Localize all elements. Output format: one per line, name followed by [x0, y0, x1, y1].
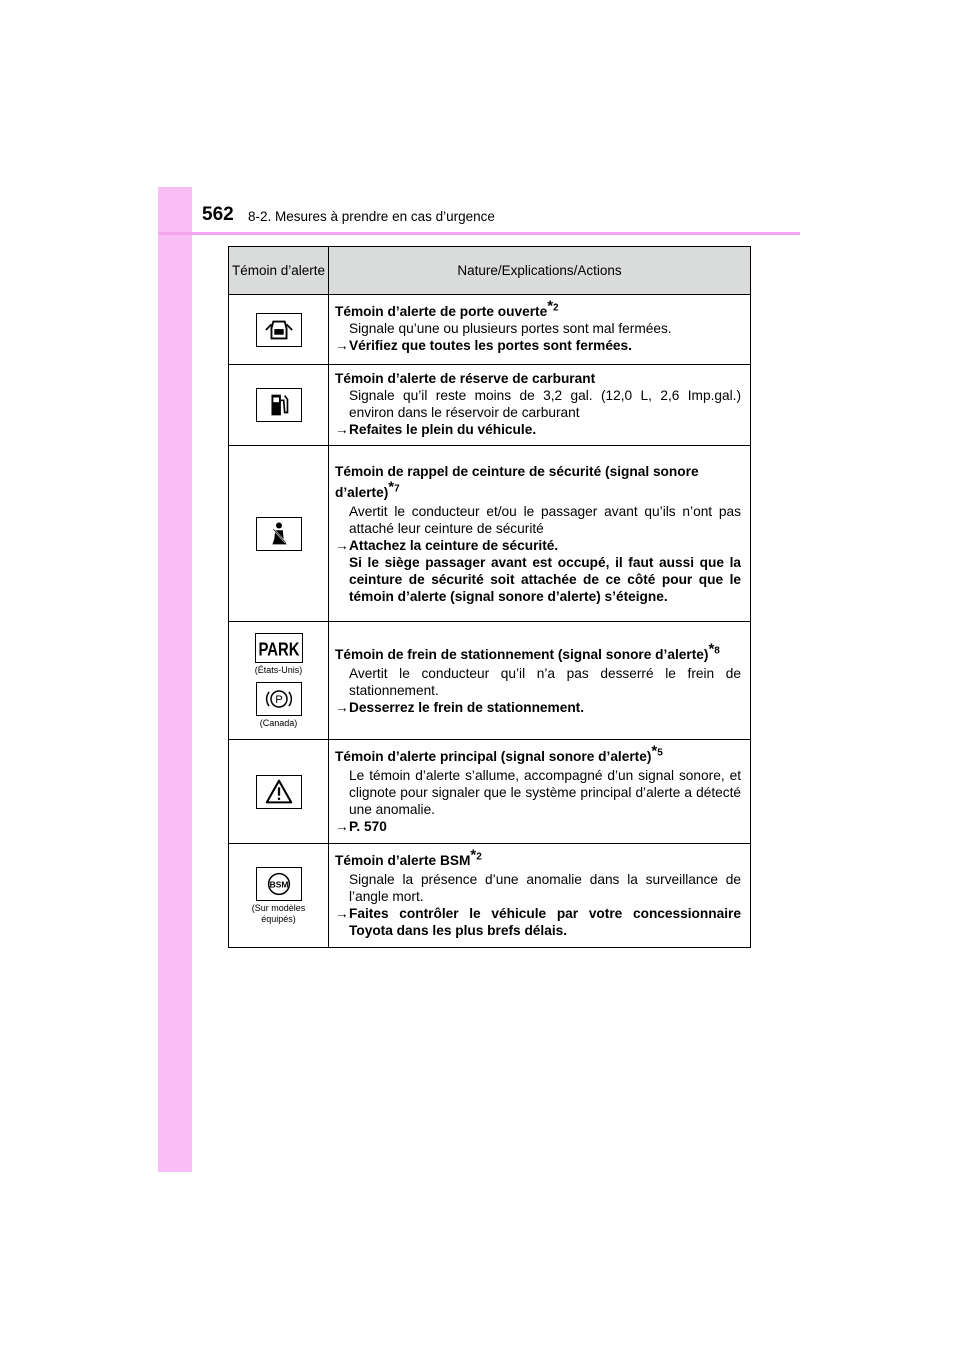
light-description: Avertit le conducteur et/ou le passager avant qu’ils n’ont pas attaché leur ceinture de sécurité	[349, 503, 741, 536]
arrow-icon: →	[335, 537, 349, 553]
info-cell	[329, 844, 751, 948]
light-action: → Faites contrôler le véhicule par votre concessionnaire Toyota dans les plus brefs délais.	[335, 906, 741, 938]
light-description: Signale la présence d’une anomalie dans la surveillance de l’angle mort.	[349, 872, 741, 904]
info-cell	[329, 622, 751, 740]
icon-cell	[229, 295, 329, 365]
arrow-icon: →	[335, 422, 349, 437]
section-title: 8-2. Mesures à prendre en cas d’urgence	[248, 209, 495, 224]
section-side-band	[158, 187, 192, 1172]
light-description: Signale qu’il reste moins de 3,2 gal. (12,0 L, 2,6 Imp.gal.) environ dans le réservoir de carburant	[349, 388, 741, 420]
light-action[interactable]	[335, 818, 741, 835]
park-icon	[255, 633, 303, 663]
icon-cell	[229, 365, 329, 446]
bsm-icon-label: BSM	[269, 878, 288, 889]
bsm-icon	[256, 867, 302, 901]
header-info-column: Nature/Explications/Actions	[329, 247, 751, 295]
parking-brake-icon	[256, 682, 302, 716]
info-cell	[329, 365, 751, 446]
icon-cell	[229, 446, 329, 622]
warning-triangle-icon	[256, 775, 302, 809]
seatbelt-icon	[256, 517, 302, 551]
arrow-icon: →	[335, 699, 349, 715]
warning-lights-table	[228, 246, 751, 948]
table-row	[229, 740, 751, 844]
icon-cell	[229, 844, 329, 948]
info-cell	[329, 446, 751, 622]
light-sub-action: Si le siège passager avant est occupé, il faut aussi que la ceinture de sécurité soit attachée de ce côté pour que le témoin d’alerte (signal sonore d’alerte) s’éteigne.	[349, 554, 741, 604]
light-description: Avertit le conducteur qu’il n’a pas desserré le frein de stationnement.	[349, 665, 741, 698]
light-action: → Attachez la ceinture de sécurité.	[335, 537, 559, 553]
info-cell	[329, 295, 751, 365]
light-title: Témoin de rappel de ceinture de sécurité (signal sonore d’alerte)*$^7$	[335, 463, 699, 500]
parking-brake-icon-label: P	[274, 693, 283, 706]
icon-caption: (Sur modèles équipés)	[251, 902, 306, 924]
park-icon-label: PARK	[257, 637, 300, 659]
arrow-icon: →	[335, 819, 349, 834]
light-title: Témoin d’alerte principal (signal sonore d’alerte)*$^5$	[335, 742, 663, 764]
fuel-pump-icon	[256, 388, 302, 422]
door-open-icon	[256, 313, 302, 347]
arrow-icon: →	[335, 338, 349, 353]
table-header-row	[229, 247, 751, 295]
header-icon-column: Témoin d’alerte	[229, 247, 329, 295]
page-number: 562	[202, 204, 234, 225]
light-action: → Refaites le plein du véhicule.	[335, 422, 537, 437]
icon-cell	[229, 622, 329, 740]
light-title: Témoin de frein de stationnement (signal sonore d’alerte)*$^8$	[335, 639, 720, 662]
page-reference-link[interactable]: P. 570	[349, 819, 387, 834]
table-row	[229, 844, 751, 948]
arrow-icon: →	[335, 906, 349, 921]
header-rule	[158, 232, 800, 235]
light-action: → Desserrez le frein de stationnement.	[335, 699, 585, 715]
table-row	[229, 295, 751, 365]
light-action: → Vérifiez que toutes les portes sont fermées.	[335, 338, 632, 353]
light-description: Signale qu’une ou plusieurs portes sont mal fermées.	[349, 321, 672, 336]
icon-cell	[229, 740, 329, 844]
light-title: Témoin d’alerte de porte ouverte*$^2$	[335, 297, 559, 319]
light-title: Témoin d’alerte BSM*$^2$	[335, 846, 482, 868]
icon-caption: (Canada)	[259, 717, 298, 728]
table-row	[229, 365, 751, 446]
table-row	[229, 446, 751, 622]
table-row	[229, 622, 751, 740]
light-description: Le témoin d’alerte s’allume, accompagné d’un signal sonore, et clignote pour signaler que le système principal d’alerte a détecté une anomalie.	[349, 768, 741, 817]
light-title: Témoin d’alerte de réserve de carburant	[335, 371, 596, 386]
info-cell	[329, 740, 751, 844]
icon-caption: (États-Unis)	[254, 664, 303, 675]
